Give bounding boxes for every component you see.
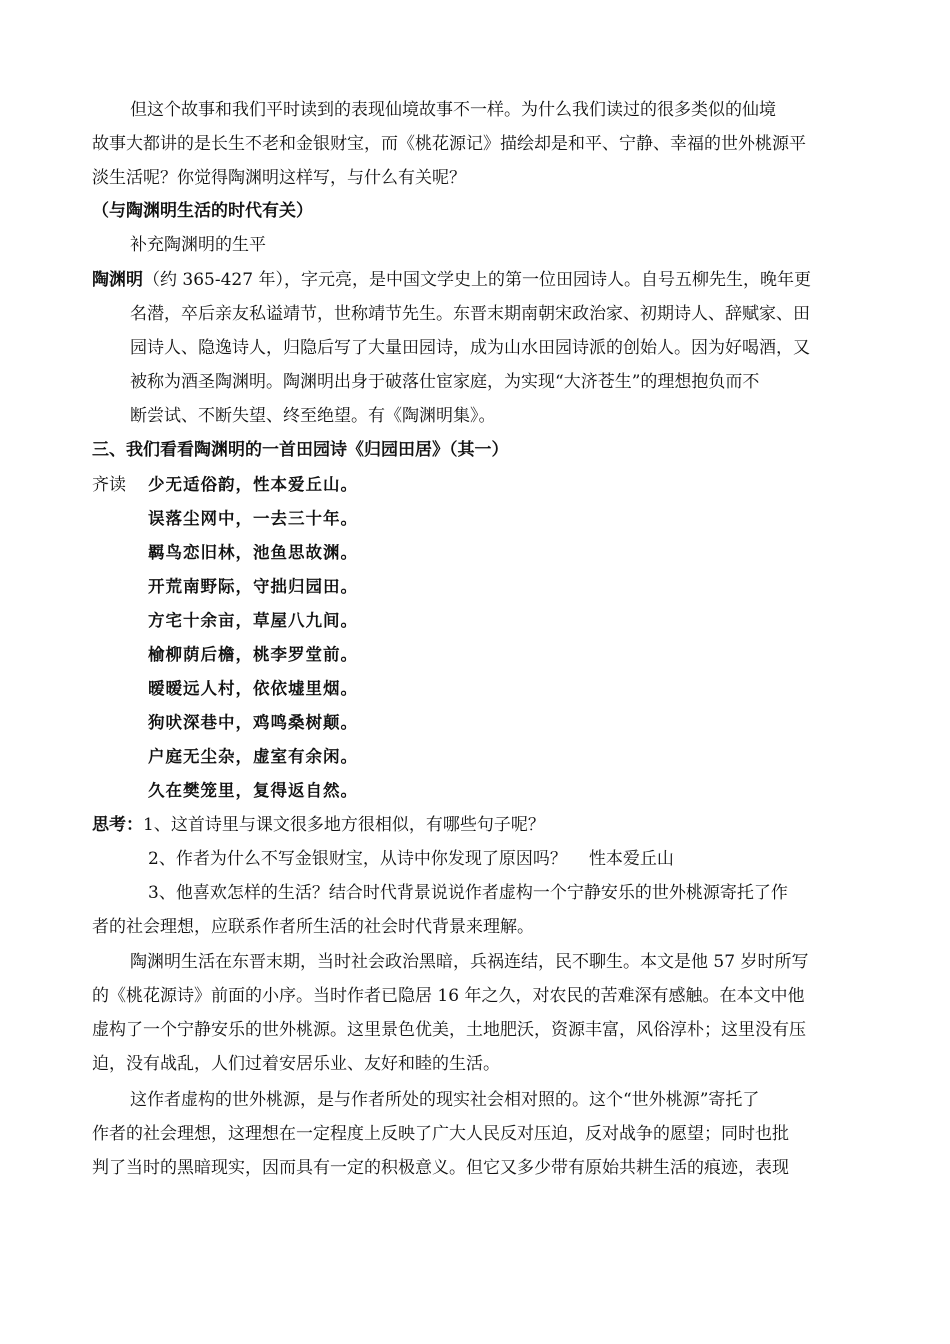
para1-line-1: 陶渊明生活在东晋末期，当时社会政治黑暗，兵祸连结，民不聊生。本文是他 57 岁时所写: [130, 952, 809, 972]
poem-line: 榆柳荫后檐，桃李罗堂前。: [148, 645, 358, 664]
section-3-heading: 三、我们看看陶渊明的一首田园诗《归园田居》（其一）: [92, 440, 509, 460]
poem-line: 狗吠深巷中，鸡鸣桑树颠。: [148, 713, 358, 732]
bio-line-2: 名潜，卒后亲友私谥靖节，世称靖节先生。东晋末期南朝宋政治家、初期诗人、辞赋家、田: [130, 304, 810, 324]
bio-name: 陶渊明: [92, 270, 143, 290]
poem-line: 户庭无尘杂，虚室有余闲。: [148, 747, 358, 766]
para1-line-3: 虚构了一个宁静安乐的世外桃源。这里景色优美，土地肥沃，资源丰富，风俗淳朴；这里没有压: [92, 1020, 806, 1040]
para1-line-4: 迫，没有战乱，人们过着安居乐业、友好和睦的生活。: [92, 1054, 500, 1074]
answer-note: （与陶渊明生活的时代有关）: [92, 201, 313, 221]
thinking-q3-line-2: 者的社会理想，应联系作者所生活的社会时代背景来理解。: [92, 917, 534, 937]
poem-line: 少无适俗韵，性本爱丘山。: [148, 475, 358, 494]
bio-line-5: 断尝试、不断失望、终至绝望。有《陶渊明集》。: [130, 406, 496, 426]
intro-line-1: 但这个故事和我们平时读到的表现仙境故事不一样。为什么我们读过的很多类似的仙境: [130, 100, 776, 120]
para2-line-1: 这作者虚构的世外桃源，是与作者所处的现实社会相对照的。这个“世外桃源”寄托了: [130, 1090, 760, 1110]
intro-line-2: 故事大都讲的是长生不老和金银财宝，而《桃花源记》描绘却是和平、宁静、幸福的世外桃源平: [92, 134, 806, 154]
poem-line: 羁鸟恋旧林，池鱼思故渊。: [148, 543, 358, 562]
poem-line: 久在樊笼里，复得返自然。: [148, 781, 358, 800]
poem-line: 暧暧远人村，依依墟里烟。: [148, 679, 358, 698]
poem-line: 开荒南野际，守拙归园田。: [148, 577, 358, 596]
thinking-q3-line-1: 3、他喜欢怎样的生活？结合时代背景说说作者虚构一个宁静安乐的世外桃源寄托了作: [148, 883, 788, 903]
thinking-q1: 1、这首诗里与课文很多地方很相似，有哪些句子呢？: [143, 815, 545, 835]
thinking-q1-line: [92, 808, 545, 842]
para1-line-2: 的《桃花源诗》前面的小序。当时作者已隐居 16 年之久，对农民的苦难深有感触。在本文中他: [92, 986, 805, 1006]
poem-line: 误落尘网中，一去三十年。: [148, 509, 358, 528]
para2-line-3: 判了当时的黑暗现实，因而具有一定的积极意义。但它又多少带有原始共耕生活的痕迹，表现: [92, 1158, 789, 1178]
thinking-q2: 2、作者为什么不写金银财宝，从诗中你发现了原因吗？: [148, 849, 567, 869]
intro-line-3: 淡生活呢？你觉得陶渊明这样写，与什么有关呢？: [92, 168, 466, 188]
para2-line-2: 作者的社会理想，这理想在一定程度上反映了广大人民反对压迫，反对战争的愿望；同时也批: [92, 1124, 789, 1144]
bio-heading: 补充陶渊明的生平: [130, 235, 266, 255]
bio-line-1-rest: （约 365-427 年），字元亮，是中国文学史上的第一位田园诗人。自号五柳先生，晚年更: [143, 270, 811, 290]
thinking-q2-answer: 性本爱丘山: [588, 849, 674, 869]
bio-line-4: 被称为酒圣陶渊明。陶渊明出身于破落仕宦家庭，为实现“大济苍生”的理想抱负而不: [130, 372, 760, 392]
poem-line: 方宅十余亩，草屋八九间。: [148, 611, 358, 630]
thinking-q2-line: [148, 842, 674, 876]
thinking-label: 思考：: [92, 815, 143, 835]
bio-line-1: [92, 263, 811, 297]
bio-line-3: 园诗人、隐逸诗人，归隐后写了大量田园诗，成为山水田园诗派的创始人。因为好喝酒，又: [130, 338, 810, 358]
poem-label: 齐读: [92, 475, 126, 495]
